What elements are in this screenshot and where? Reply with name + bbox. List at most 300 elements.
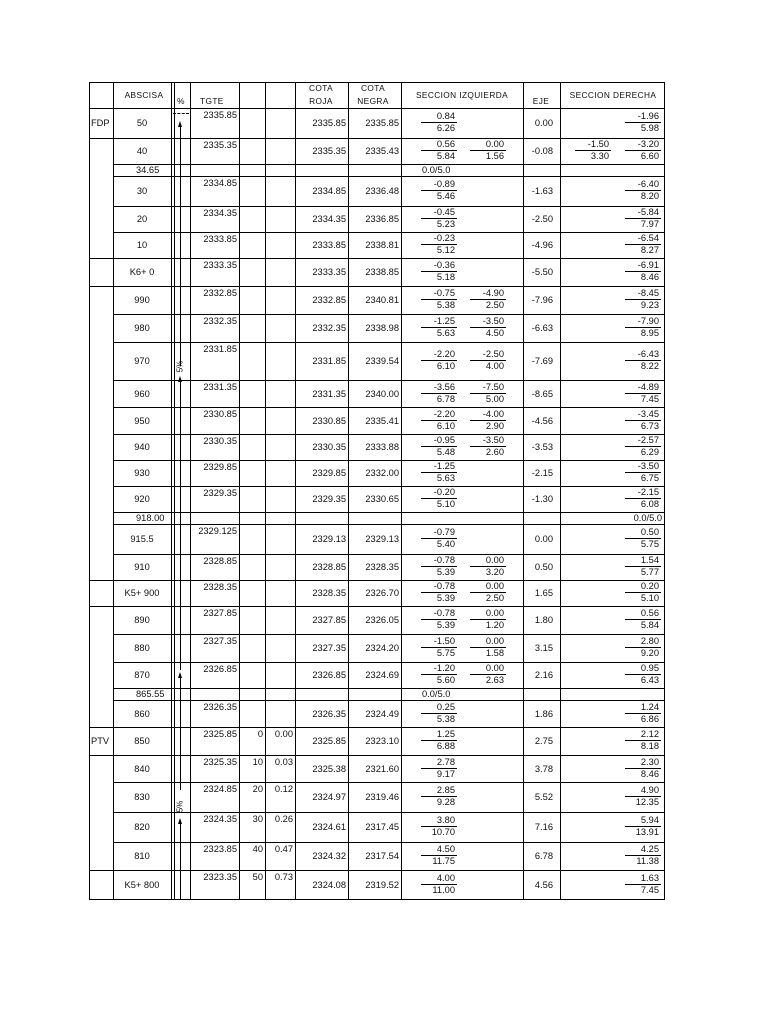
grid-line — [89, 82, 90, 900]
tangent-offset-cell: 0.12 — [274, 784, 293, 794]
grid-line — [265, 82, 266, 900]
section-offset: 9.20 — [640, 648, 659, 658]
section-offset: 5.84 — [436, 151, 455, 161]
eje-cell: 2.75 — [534, 736, 553, 746]
grid-line — [664, 82, 665, 900]
cota-roja-cell: 2331.85 — [312, 356, 346, 366]
eje-cell: 0.50 — [534, 562, 553, 572]
section-offset: 5.10 — [640, 593, 659, 603]
abscisa-cell: 860 — [134, 708, 150, 719]
section-height: -1.25 — [433, 316, 455, 326]
section-height: -5.84 — [637, 207, 659, 217]
grid-line — [89, 82, 665, 83]
section-height: 0.00 — [485, 663, 504, 673]
cota-roja-cell: 2334.35 — [312, 214, 346, 224]
section-offset: 8.46 — [640, 272, 659, 282]
abscisa-cell: 940 — [134, 442, 150, 452]
section-note: 0.0/5.0 — [422, 689, 451, 699]
section-height: -0.20 — [433, 487, 455, 497]
grade-line — [180, 126, 181, 366]
section-height: -2.57 — [637, 435, 659, 445]
section-height: 4.25 — [640, 844, 659, 854]
cota-negra-cell: 2328.35 — [365, 562, 399, 572]
tgte-cell: 2325.85 — [203, 729, 237, 739]
cota-roja-cell: 2324.61 — [312, 822, 346, 832]
tgte-cell: 2323.85 — [203, 844, 237, 854]
section-height: 5.94 — [640, 815, 659, 825]
section-offset: 5.10 — [436, 499, 455, 509]
section-height: 1.24 — [640, 701, 659, 712]
tangent-distance-cell: 10 — [252, 757, 263, 767]
section-height: 2.78 — [436, 756, 455, 767]
section-height: -0.78 — [433, 608, 455, 618]
grid-line — [348, 82, 349, 900]
grid-line — [113, 380, 665, 381]
section-offset: 8.22 — [640, 361, 659, 371]
cota-roja-cell: 2332.85 — [312, 295, 346, 305]
abscisa-cell: K6+ 0 — [129, 267, 155, 277]
section-offset: 5.12 — [436, 245, 455, 255]
tgte-cell: 2331.35 — [203, 382, 237, 392]
abscisa-cell: 830 — [134, 792, 150, 802]
tangent-offset-cell: 0.47 — [274, 844, 293, 854]
section-height: -0.23 — [433, 233, 455, 243]
section-offset: 5.39 — [436, 567, 455, 577]
tangent-offset-cell: 0.03 — [274, 757, 293, 767]
section-height: -1.50 — [433, 636, 455, 646]
cota-negra-cell: 2330.65 — [365, 494, 399, 504]
grade-label-lower: 5% — [175, 800, 185, 813]
section-offset: 6.08 — [640, 499, 659, 509]
tgte-cell: 2326.35 — [203, 702, 237, 712]
section-offset: 5.75 — [436, 648, 455, 658]
section-height: -3.56 — [433, 381, 455, 392]
tgte-cell: 2334.35 — [203, 208, 237, 218]
cota-roja-cell: 2335.35 — [312, 146, 346, 156]
section-offset: 5.39 — [436, 620, 455, 630]
section-height: -4.00 — [482, 408, 504, 419]
section-height: 0.20 — [640, 581, 659, 591]
section-height: -3.50 — [482, 435, 504, 445]
section-height: -0.36 — [433, 260, 455, 270]
grid-line — [113, 688, 665, 689]
grid-line — [113, 206, 665, 207]
abscisa-cell: 840 — [134, 763, 150, 774]
header-abscisa: ABSCISA — [124, 90, 164, 100]
section-offset: 6.10 — [436, 361, 455, 371]
grid-line — [113, 314, 665, 315]
grid-line — [89, 899, 665, 900]
section-height: -6.43 — [637, 349, 659, 359]
eje-cell: -7.96 — [531, 295, 553, 305]
tgte-cell: 2330.85 — [203, 409, 237, 419]
section-height: -2.20 — [433, 349, 455, 359]
abscisa-cell: 920 — [134, 494, 150, 504]
section-height: 4.90 — [640, 785, 659, 795]
abscisa-cell: K5+ 800 — [124, 880, 160, 890]
cota-negra-cell: 2317.54 — [365, 851, 399, 861]
grid-line — [560, 82, 561, 900]
section-offset: 2.63 — [485, 675, 504, 685]
abscisa-cell: 970 — [134, 356, 150, 366]
section-height: 2.85 — [436, 785, 455, 795]
header-cota-negra-1: COTA — [360, 83, 386, 93]
abscisa-cell: 960 — [134, 388, 150, 399]
tangent-distance-cell: 30 — [252, 814, 263, 824]
section-offset: 5.48 — [436, 447, 455, 457]
tgte-cell: 2329.125 — [198, 526, 237, 536]
section-offset: 3.20 — [485, 567, 504, 577]
eje-cell: 1.80 — [534, 615, 553, 625]
tgte-cell: 2333.35 — [203, 260, 237, 270]
section-offset: 8.46 — [640, 768, 659, 779]
section-height: -0.45 — [433, 207, 455, 217]
tgte-cell: 2325.35 — [203, 757, 237, 767]
cota-negra-cell: 2338.85 — [365, 267, 399, 277]
grid-line — [113, 812, 665, 813]
cota-negra-cell: 2324.69 — [365, 670, 399, 680]
abscisa-cell: 890 — [134, 615, 150, 625]
section-offset: 5.63 — [436, 328, 455, 338]
cota-roja-cell: 2329.35 — [312, 494, 346, 504]
cota-roja-cell: 2332.35 — [312, 323, 346, 333]
tgte-cell: 2329.35 — [203, 488, 237, 498]
grid-line — [113, 434, 665, 435]
tangent-distance-cell: 0 — [257, 729, 263, 739]
section-offset: 2.50 — [485, 300, 504, 310]
section-height: 0.56 — [640, 608, 659, 618]
tgte-cell: 2332.35 — [203, 316, 237, 326]
tgte-cell: 2328.85 — [203, 556, 237, 566]
tangent-offset-cell: 0.26 — [274, 814, 293, 824]
section-offset: 10.70 — [431, 827, 455, 837]
tgte-cell: 2330.35 — [203, 436, 237, 446]
section-offset: 7.97 — [640, 219, 659, 229]
cota-negra-cell: 2335.41 — [365, 415, 399, 426]
section-offset: 5.84 — [640, 620, 659, 630]
grade-dash — [173, 113, 189, 114]
grid-line — [113, 407, 665, 408]
cota-negra-cell: 2332.00 — [365, 468, 399, 478]
section-height: 0.50 — [640, 527, 659, 537]
abscisa-cell: K5+ 900 — [124, 588, 160, 598]
grid-line — [113, 512, 665, 513]
section-height: 0.00 — [485, 636, 504, 646]
cota-negra-cell: 2338.81 — [365, 240, 399, 250]
section-offset: 11.75 — [432, 856, 455, 866]
section-offset: 6.10 — [436, 420, 455, 431]
tangent-offset-cell: 0.00 — [274, 729, 293, 739]
grid-line — [89, 727, 665, 728]
cota-negra-cell: 2339.54 — [365, 356, 399, 366]
eje-cell: -4.96 — [531, 240, 553, 250]
cota-roja-cell: 2333.85 — [312, 240, 346, 250]
section-offset: 6.29 — [640, 447, 659, 457]
section-height: -4.90 — [482, 288, 504, 298]
grid-line — [89, 580, 665, 581]
section-offset: 11.38 — [636, 856, 659, 866]
abscisa-cell: 880 — [134, 643, 150, 653]
grid-line — [113, 554, 665, 555]
grid-line — [113, 486, 665, 487]
cota-negra-cell: 2336.85 — [365, 214, 399, 224]
grid-line — [89, 138, 665, 139]
grid-line — [113, 460, 665, 461]
grid-line — [113, 634, 665, 635]
tgte-cell: 2332.85 — [203, 288, 237, 298]
cota-negra-cell: 2324.20 — [365, 643, 399, 653]
eje-cell: 2.16 — [534, 670, 553, 680]
cota-roja-cell: 2328.85 — [312, 562, 346, 572]
section-height: 0.00 — [485, 139, 504, 149]
abscisa-cell: 910 — [134, 562, 150, 572]
cota-negra-cell: 2329.13 — [365, 534, 399, 544]
eje-cell: -7.69 — [531, 356, 553, 366]
header-eje: EJE — [532, 96, 550, 106]
tgte-cell: 2324.85 — [203, 784, 237, 794]
abscisa-cell: 915.5 — [130, 534, 154, 544]
tgte-cell: 2327.85 — [203, 608, 237, 618]
tgte-cell: 2328.35 — [203, 582, 237, 592]
section-height: -0.89 — [433, 179, 455, 189]
row-mark: PTV — [91, 736, 110, 746]
grid-line — [113, 82, 114, 900]
grid-line — [89, 755, 665, 756]
section-height: 1.54 — [640, 555, 659, 565]
section-offset: 5.75 — [640, 539, 659, 549]
tangent-distance-cell: 20 — [252, 784, 263, 794]
cota-roja-cell: 2330.85 — [312, 415, 346, 426]
eje-cell: -6.63 — [531, 323, 553, 333]
tgte-cell: 2334.85 — [203, 178, 237, 188]
eje-cell: -8.65 — [531, 388, 553, 399]
section-height: -0.78 — [433, 555, 455, 565]
section-height: -4.89 — [637, 381, 659, 392]
section-offset: 2.60 — [485, 447, 504, 457]
cota-roja-cell: 2331.35 — [312, 388, 346, 399]
section-height: -8.45 — [637, 288, 659, 298]
section-height: -0.75 — [433, 288, 455, 298]
abscisa-cell: 20 — [136, 214, 148, 224]
cota-roja-cell: 2327.85 — [312, 615, 346, 625]
section-offset: 8.27 — [640, 245, 659, 255]
abscisa-cell: 950 — [134, 415, 150, 426]
eje-cell: 7.16 — [534, 822, 553, 832]
abscisa-cell: 850 — [134, 736, 150, 746]
cota-negra-cell: 2335.85 — [365, 118, 399, 128]
tgte-cell: 2331.85 — [203, 344, 237, 354]
grade-label-upper: 5% — [175, 360, 185, 373]
tgte-cell: 2329.85 — [203, 462, 237, 472]
eje-cell: -4.56 — [531, 415, 553, 426]
section-height: 1.25 — [436, 729, 455, 739]
tangent-distance-cell: 40 — [252, 844, 263, 854]
grid-line — [113, 232, 665, 233]
cota-negra-cell: 2338.98 — [365, 323, 399, 333]
section-height: -1.20 — [433, 663, 455, 673]
cota-roja-cell: 2326.85 — [312, 670, 346, 680]
section-offset: 11.00 — [432, 885, 455, 895]
header-cota-negra-2: NEGRA — [357, 96, 389, 106]
section-offset: 5.46 — [436, 191, 455, 201]
header-seccion-izquierda: SECCION IZQUIERDA — [415, 90, 509, 100]
section-height: -3.50 — [637, 461, 659, 471]
header-cota-roja-1: COTA — [308, 83, 334, 93]
section-height: 2.30 — [640, 756, 659, 767]
cota-negra-cell: 2333.88 — [365, 442, 399, 452]
cota-roja-cell: 2325.38 — [312, 763, 346, 774]
section-height: -0.78 — [433, 581, 455, 591]
section-height: -1.25 — [433, 461, 455, 471]
grade-line — [180, 824, 181, 900]
section-height: 3.80 — [436, 815, 455, 825]
section-offset: 5.60 — [436, 675, 455, 685]
grid-line — [174, 82, 175, 900]
section-offset: 8.18 — [640, 741, 659, 751]
tgte-cell: 2333.85 — [203, 234, 237, 244]
grid-line — [89, 286, 665, 287]
section-offset: 6.73 — [640, 420, 659, 431]
section-offset: 5.38 — [436, 713, 455, 724]
eje-cell: 0.00 — [534, 118, 553, 128]
grid-line — [113, 782, 665, 783]
abscisa-cell: 930 — [134, 468, 150, 478]
section-offset: 5.98 — [640, 123, 659, 133]
eje-cell: 5.52 — [534, 792, 553, 802]
cota-negra-cell: 2323.10 — [365, 736, 399, 746]
section-offset: 1.20 — [485, 620, 504, 630]
cota-negra-cell: 2321.60 — [365, 763, 399, 774]
section-offset: 1.56 — [485, 151, 504, 161]
eje-cell: -3.53 — [531, 442, 553, 452]
cota-roja-cell: 2333.35 — [312, 267, 346, 277]
abscisa-cell: 990 — [134, 295, 150, 305]
section-offset: 1.58 — [485, 648, 504, 658]
section-height: 0.00 — [485, 608, 504, 618]
section-offset: 5.39 — [436, 593, 455, 603]
section-height: -2.15 — [637, 487, 659, 497]
section-offset: 8.20 — [640, 191, 659, 201]
section-height: 0.56 — [436, 139, 455, 149]
abscisa-cell: 980 — [134, 323, 150, 333]
grid-line — [89, 258, 665, 259]
section-offset: 13.91 — [635, 827, 659, 837]
section-offset: 9.23 — [640, 300, 659, 310]
grid-line — [113, 524, 665, 525]
section-offset: 6.88 — [436, 741, 455, 751]
cota-negra-cell: 2336.48 — [365, 186, 399, 196]
grid-line — [89, 870, 665, 871]
section-height: 0.00 — [485, 555, 504, 565]
grid-line — [113, 176, 665, 177]
section-height: 0.84 — [436, 111, 455, 121]
cota-negra-cell: 2317.45 — [365, 822, 399, 832]
section-offset: 5.63 — [436, 473, 455, 483]
section-height: 0.25 — [436, 701, 455, 712]
section-offset: 5.38 — [436, 300, 455, 310]
section-offset: 5.23 — [436, 219, 455, 229]
tangent-distance-cell: 50 — [252, 872, 263, 882]
cota-negra-cell: 2340.00 — [365, 388, 399, 399]
section-height: 2.12 — [640, 729, 659, 739]
eje-cell: 1.86 — [534, 708, 553, 719]
grid-line — [239, 82, 240, 900]
section-height: -3.50 — [482, 316, 504, 326]
cota-roja-cell: 2329.13 — [312, 534, 346, 544]
section-height: -1.96 — [637, 111, 659, 121]
section-height: 4.00 — [436, 873, 455, 883]
cota-negra-cell: 2324.49 — [365, 708, 399, 719]
eje-cell: 4.56 — [534, 880, 553, 890]
section-offset: 7.45 — [640, 885, 659, 895]
section-offset: 6.75 — [640, 473, 659, 483]
cota-negra-cell: 2319.52 — [365, 880, 399, 890]
abscisa-cell: 34.65 — [136, 165, 160, 175]
cota-negra-cell: 2326.05 — [365, 615, 399, 625]
cota-roja-cell: 2325.85 — [312, 736, 346, 746]
cota-negra-cell: 2340.81 — [365, 295, 399, 305]
section-offset: 2.50 — [485, 593, 504, 603]
tgte-cell: 2323.35 — [203, 872, 237, 882]
eje-cell: -0.08 — [531, 146, 553, 156]
grid-line — [113, 842, 665, 843]
grid-line — [89, 606, 665, 607]
grade-line — [180, 678, 181, 790]
grid-line — [113, 700, 665, 701]
eje-cell: -1.63 — [531, 186, 553, 196]
section-offset: 3.30 — [590, 151, 609, 161]
section-offset: 5.18 — [436, 272, 455, 282]
section-height: 1.63 — [640, 873, 659, 883]
eje-cell: 1.65 — [534, 588, 553, 598]
grid-line — [401, 82, 402, 900]
section-height: -0.79 — [433, 527, 455, 537]
header-tgte: TGTE — [200, 96, 224, 106]
abscisa-cell: 870 — [134, 670, 150, 680]
cota-negra-cell: 2335.43 — [365, 146, 399, 156]
abscisa-cell: 40 — [136, 146, 148, 156]
cota-roja-cell: 2335.85 — [312, 118, 346, 128]
grid-line — [89, 108, 665, 109]
section-height: 2.80 — [640, 636, 659, 646]
eje-cell: -1.30 — [531, 494, 553, 504]
section-height: -3.20 — [637, 139, 659, 149]
grid-line — [113, 342, 665, 343]
abscisa-cell: 30 — [136, 186, 148, 196]
grade-line — [180, 382, 181, 670]
abscisa-cell: 810 — [134, 851, 150, 861]
tgte-cell: 2335.85 — [203, 110, 237, 120]
header-cota-roja-2: ROJA — [309, 96, 333, 106]
section-height: -2.20 — [433, 408, 455, 419]
eje-cell: -5.50 — [531, 267, 553, 277]
section-offset: 4.50 — [485, 328, 504, 338]
cota-roja-cell: 2324.97 — [312, 792, 346, 802]
cota-roja-cell: 2328.35 — [312, 588, 346, 598]
abscisa-cell: 820 — [134, 822, 150, 832]
cota-roja-cell: 2327.35 — [312, 643, 346, 653]
cota-roja-cell: 2324.32 — [312, 851, 346, 861]
section-note: 0.0/5.0 — [633, 513, 662, 523]
eje-cell: -2.15 — [531, 468, 553, 478]
grid-line — [171, 82, 172, 900]
section-offset: 6.86 — [640, 713, 659, 724]
section-height: 0.95 — [640, 663, 659, 673]
cota-negra-cell: 2326.70 — [365, 588, 399, 598]
section-offset: 6.78 — [436, 393, 455, 404]
section-offset: 9.17 — [436, 768, 455, 779]
cota-roja-cell: 2324.08 — [312, 880, 346, 890]
